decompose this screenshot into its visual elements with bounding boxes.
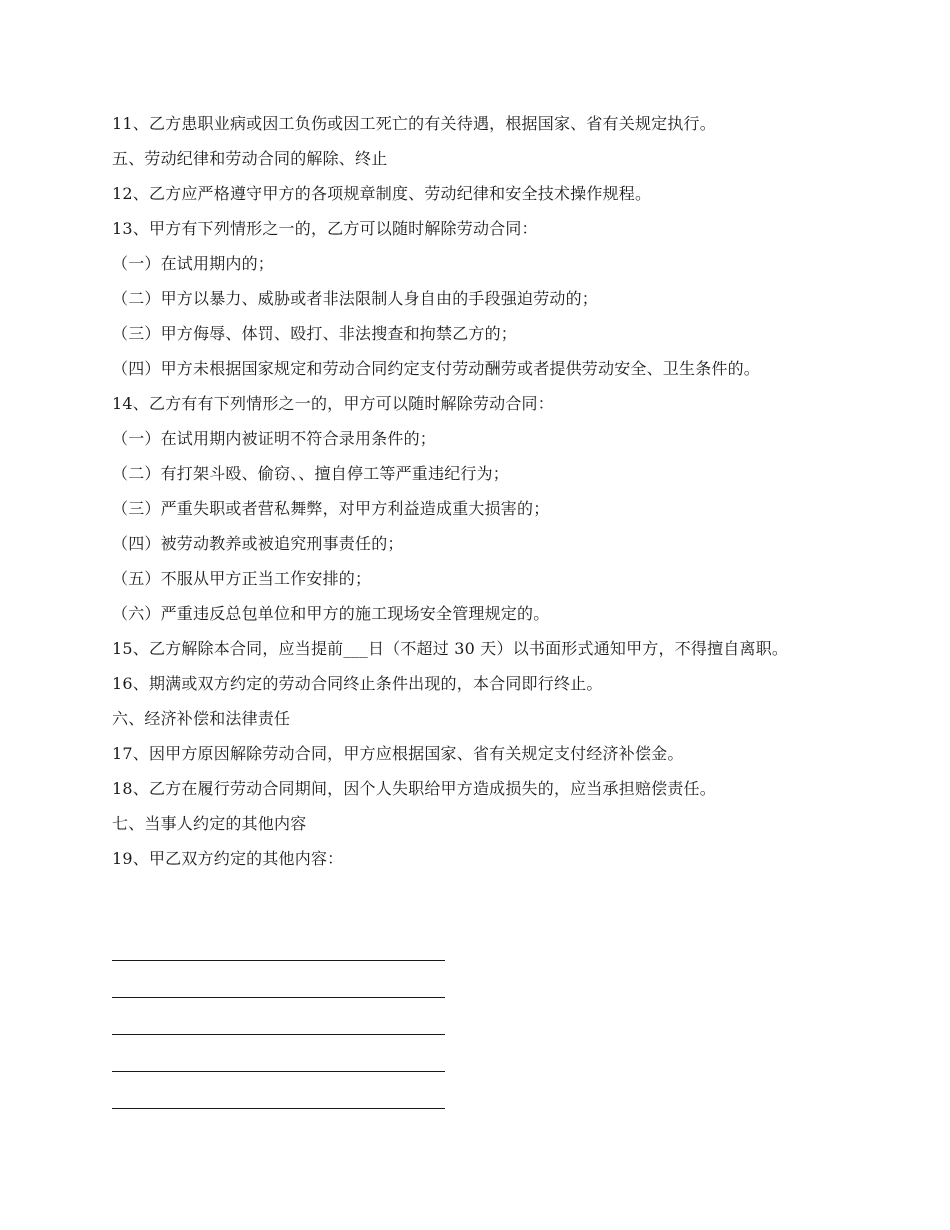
clause-14-item-3: （三）严重失职或者营私舞弊，对甲方利益造成重大损害的；: [112, 499, 550, 518]
blank-line: [112, 960, 445, 961]
clause-14: 14、乙方有有下列情形之一的，甲方可以随时解除劳动合同：: [112, 394, 554, 413]
clause-13-item-4: （四）甲方未根据国家规定和劳动合同约定支付劳动酬劳或者提供劳动安全、卫生条件的。: [112, 359, 761, 378]
clause-15: 15、乙方解除本合同，应当提前___日（不超过 30 天）以书面形式通知甲方，不得擅自离职。: [112, 639, 789, 658]
clause-17: 17、因甲方原因解除劳动合同，甲方应根据国家、省有关规定支付经济补偿金。: [112, 744, 684, 763]
section-7-heading: 七、当事人约定的其他内容: [112, 814, 307, 833]
blank-line: [112, 1108, 445, 1109]
clause-14-item-2: （二）有打架斗殴、偷窃、、擅自停工等严重违纪行为；: [112, 464, 510, 483]
blank-line: [112, 1034, 445, 1035]
document-body: [112, 114, 832, 884]
clause-14-item-1: （一）在试用期内被证明不符合录用条件的；: [112, 429, 437, 448]
clause-19: 19、甲乙双方约定的其他内容：: [112, 849, 344, 868]
clause-16: 16、期满或双方约定的劳动合同终止条件出现的，本合同即行终止。: [112, 674, 603, 693]
clause-12: 12、乙方应严格遵守甲方的各项规章制度、劳动纪律和安全技术操作规程。: [112, 184, 652, 203]
clause-13: 13、甲方有下列情形之一的，乙方可以随时解除劳动合同：: [112, 219, 538, 238]
blank-line: [112, 1071, 445, 1072]
clause-13-item-2: （二）甲方以暴力、威胁或者非法限制人身自由的手段强迫劳动的；: [112, 289, 599, 308]
clause-13-item-1: （一）在试用期内的；: [112, 254, 275, 273]
blank-line: [112, 997, 445, 998]
clause-11: 11、乙方患职业病或因工负伤或因工死亡的有关待遇，根据国家、省有关规定执行。: [112, 114, 716, 133]
section-5-heading: 五、劳动纪律和劳动合同的解除、终止: [112, 149, 388, 168]
section-6-heading: 六、经济补偿和法律责任: [112, 709, 291, 728]
clause-14-item-5: （五）不服从甲方正当工作安排的；: [112, 569, 372, 588]
clause-14-item-6: （六）严重违反总包单位和甲方的施工现场安全管理规定的。: [112, 604, 550, 623]
clause-14-item-4: （四）被劳动教养或被追究刑事责任的；: [112, 534, 404, 553]
clause-18: 18、乙方在履行劳动合同期间，因个人失职给甲方造成损失的，应当承担赔偿责任。: [112, 779, 716, 798]
clause-13-item-3: （三）甲方侮辱、体罚、殴打、非法搜查和拘禁乙方的；: [112, 324, 518, 343]
fill-in-blank-lines: [112, 960, 445, 1145]
